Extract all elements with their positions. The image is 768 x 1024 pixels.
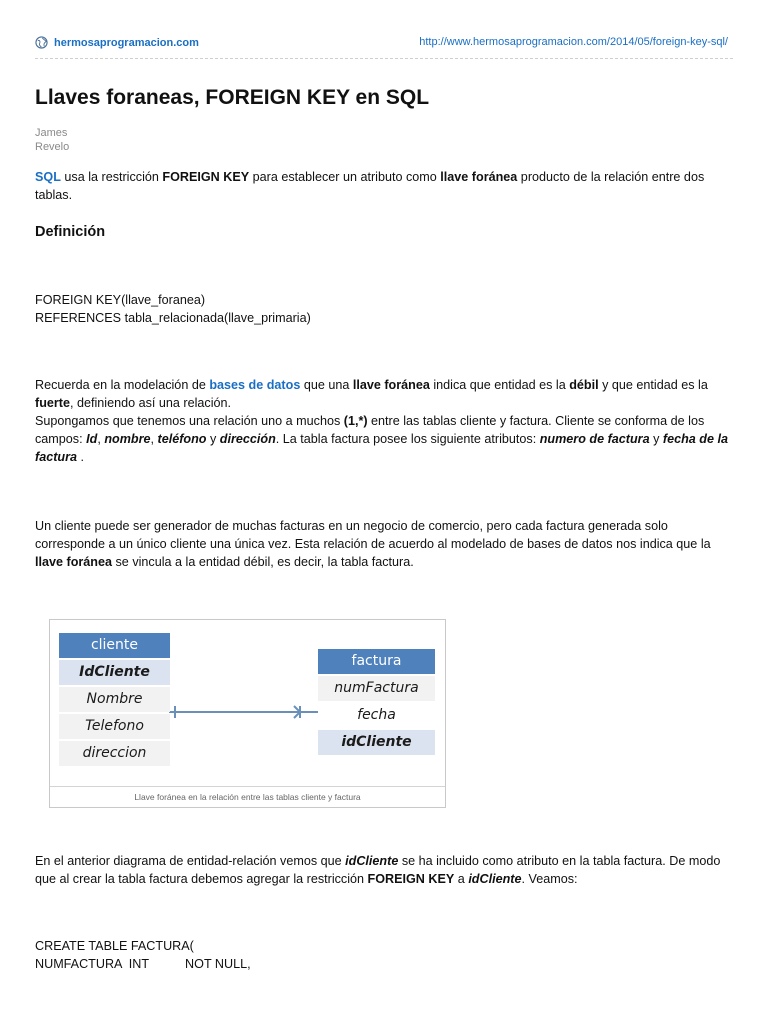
field-name: idCliente (345, 854, 399, 868)
text: y que entidad es la (598, 378, 708, 392)
field-name: nombre (104, 432, 151, 446)
text: Recuerda en la modelación de (35, 378, 210, 392)
code-line: NOT NULL, (185, 957, 251, 971)
figure-caption: Llave foránea en la relación entre las tablas cliente y factura (50, 786, 445, 807)
field-name: dirección (219, 432, 276, 446)
text: . Veamos: (521, 872, 578, 886)
text: , (97, 432, 105, 446)
site-name[interactable]: hermosaprogramacion.com (54, 36, 199, 49)
entity-field: Nombre (59, 687, 170, 712)
author-last-name: Revelo (35, 141, 70, 153)
modeling-paragraph (35, 376, 740, 466)
sql-link[interactable]: SQL (35, 170, 61, 184)
er-diagram-figure (49, 619, 446, 808)
text: que una (300, 378, 353, 392)
entity-header: factura (318, 649, 435, 674)
syntax-line: REFERENCES tabla_relacionada(llave_primaria) (35, 311, 311, 325)
text: y (206, 432, 220, 446)
text: y (649, 432, 663, 446)
bold-text: fuerte (35, 396, 70, 410)
definition-heading: Definición (35, 224, 106, 240)
text: a (454, 872, 469, 886)
code-line: CREATE TABLE FACTURA( (35, 939, 194, 953)
entity-field: direccion (59, 741, 170, 766)
conclusion-paragraph (35, 852, 740, 888)
intro-text: producto de la relación entre dos tablas. (35, 170, 705, 202)
author-first-name: James (35, 127, 68, 139)
text: se ha incluido como atributo en la tabla factura. De modo que al crear la tabla factura debemos agregar la restricción (35, 854, 721, 886)
intro-bold: llave foránea (440, 170, 518, 184)
text: . (77, 450, 84, 464)
entity-header: cliente (59, 633, 170, 658)
code-block (35, 937, 740, 973)
bold-text: llave foránea (352, 378, 430, 392)
page-title: Llaves foraneas, FOREIGN KEY en SQL (35, 86, 430, 109)
field-name: idCliente (468, 872, 522, 886)
text: , definiendo así una relación. (70, 396, 232, 410)
text: . La tabla factura posee los siguiente atributos: (275, 432, 540, 446)
bases-de-datos-link[interactable]: bases de datos (209, 378, 301, 392)
entity-field: numFactura (318, 676, 435, 701)
field-name: fecha de la factura (35, 432, 728, 464)
intro-paragraph (35, 168, 740, 204)
bold-text: (1,*) (343, 414, 368, 428)
field-name: teléfono (157, 432, 207, 446)
syntax-block (35, 291, 740, 327)
text: , (150, 432, 158, 446)
entity-field: fecha (318, 703, 435, 728)
entity-field: IdCliente (59, 660, 170, 685)
entity-field: idCliente (318, 730, 435, 755)
globe-icon (35, 36, 48, 49)
text: se vincula a la entidad débil, es decir, la tabla factura. (112, 555, 414, 569)
entity-cliente (59, 633, 170, 768)
er-diagram (50, 620, 445, 785)
page-url-link[interactable]: http://www.hermosaprogramacion.com/2014/05/foreign-key-sql/ (419, 36, 728, 48)
author (35, 126, 69, 154)
intro-text: usa la restricción (60, 170, 163, 184)
page-header (35, 36, 728, 52)
field-name: Id (86, 432, 98, 446)
field-name: numero de factura (539, 432, 650, 446)
entity-factura (318, 649, 435, 757)
text: Un cliente puede ser generador de muchas facturas en un negocio de comercio, pero cada factura generada solo corresponde a un único cliente una única vez. Esta relación de acuerdo al modelado de bases de datos nos indica que la (35, 519, 711, 551)
bold-text: FOREIGN KEY (367, 872, 455, 886)
text: En el anterior diagrama de entidad-relación vemos que (35, 854, 346, 868)
code-line: NUMFACTURA INT (35, 957, 150, 971)
intro-bold: FOREIGN KEY (162, 170, 250, 184)
bold-text: débil (569, 378, 599, 392)
syntax-line: FOREIGN KEY(llave_foranea) (35, 293, 206, 307)
text: entre las tablas cliente y factura. Cliente se conforma de los campos: (35, 414, 705, 446)
entity-field: Telefono (59, 714, 170, 739)
relation-paragraph (35, 517, 740, 571)
text: indica que entidad es la (429, 378, 570, 392)
bold-text: llave foránea (35, 555, 113, 569)
header-divider (35, 58, 733, 59)
site-link[interactable] (35, 36, 199, 49)
text: Supongamos que tenemos una relación uno a muchos (35, 414, 344, 428)
intro-text: para establecer un atributo como (249, 170, 441, 184)
